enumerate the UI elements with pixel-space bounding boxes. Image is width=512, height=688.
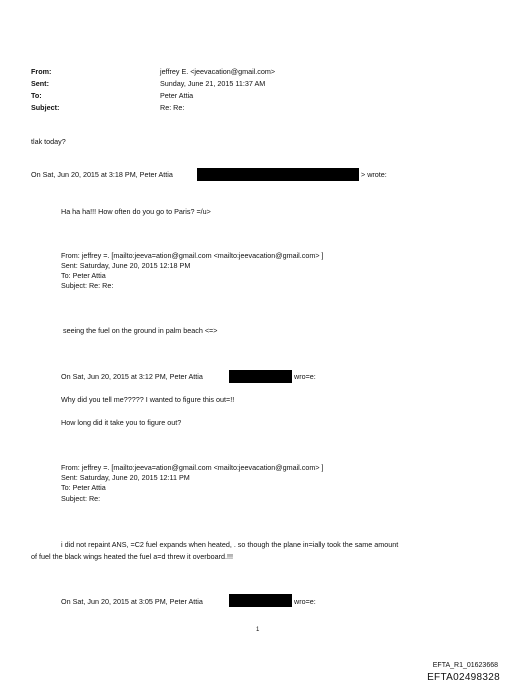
page-number: 1 (256, 627, 260, 633)
forward-2-subject: Subject: Re: (61, 494, 101, 503)
forward-1-sent: Sent: Saturday, June 20, 2015 12:18 PM (61, 261, 191, 270)
message-4: How long did it take you to figure out? (61, 418, 182, 427)
sent-value: Sunday, June 21, 2015 11:37 AM (160, 79, 266, 88)
to-label: To: (31, 91, 42, 100)
redaction-box (229, 594, 292, 607)
to-value: Peter Attia (160, 91, 194, 100)
message-5-line-1: i did not repaint ANS, =C2 fuel expands when heated, . so though the plane in=ially took the same amount (61, 540, 399, 549)
forward-2-to: To: Peter Attia (61, 483, 106, 492)
forward-2-from: From: jeffrey =. [mailto:jeeva=ation@gmail.com <mailto:jeevacation@gmail.com> ] (61, 463, 324, 472)
sent-label: Sent: (31, 79, 49, 88)
quote-header-2-suffix: wro=e: (294, 372, 316, 381)
forward-1-subject: Subject: Re: Re: (61, 281, 114, 290)
redaction-box (229, 370, 292, 383)
footer-id-2: EFTA02498328 (427, 672, 500, 683)
quote-header-1: On Sat, Jun 20, 2015 at 3:18 PM, Peter Attia (31, 170, 173, 179)
from-label: From: (31, 67, 52, 76)
quote-header-2: On Sat, Jun 20, 2015 at 3:12 PM, Peter Attia (61, 372, 203, 381)
from-value: jeffrey E. <jeevacation@gmail.com> (160, 67, 276, 76)
forward-2-sent: Sent: Saturday, June 20, 2015 12:11 PM (61, 473, 190, 482)
quote-header-3: On Sat, Jun 20, 2015 at 3:05 PM, Peter Attia (61, 597, 203, 606)
subject-value: Re: Re: (160, 103, 185, 112)
message-3: Why did you tell me????? I wanted to figure this out=!! (61, 395, 235, 404)
quote-header-3-suffix: wro=e: (294, 597, 316, 606)
quote-header-1-suffix: > wrote: (361, 170, 387, 179)
forward-1-from: From: jeffrey =. [mailto:jeeva=ation@gmail.com <mailto:jeevacation@gmail.com> ] (61, 251, 324, 260)
message-1: Ha ha ha!!! How often do you go to Paris? =/u> (61, 207, 211, 216)
redaction-box (197, 168, 359, 181)
footer-id-1: EFTA_R1_01623668 (432, 662, 498, 669)
forward-1-to: To: Peter Attia (61, 271, 106, 280)
body-line-1: tlak today? (31, 137, 66, 146)
message-2: seeing the fuel on the ground in palm beach <=> (63, 326, 218, 335)
message-5-line-2: of fuel the black wings heated the fuel a=d threw it overboard.!!! (31, 552, 233, 561)
subject-label: Subject: (31, 103, 60, 112)
